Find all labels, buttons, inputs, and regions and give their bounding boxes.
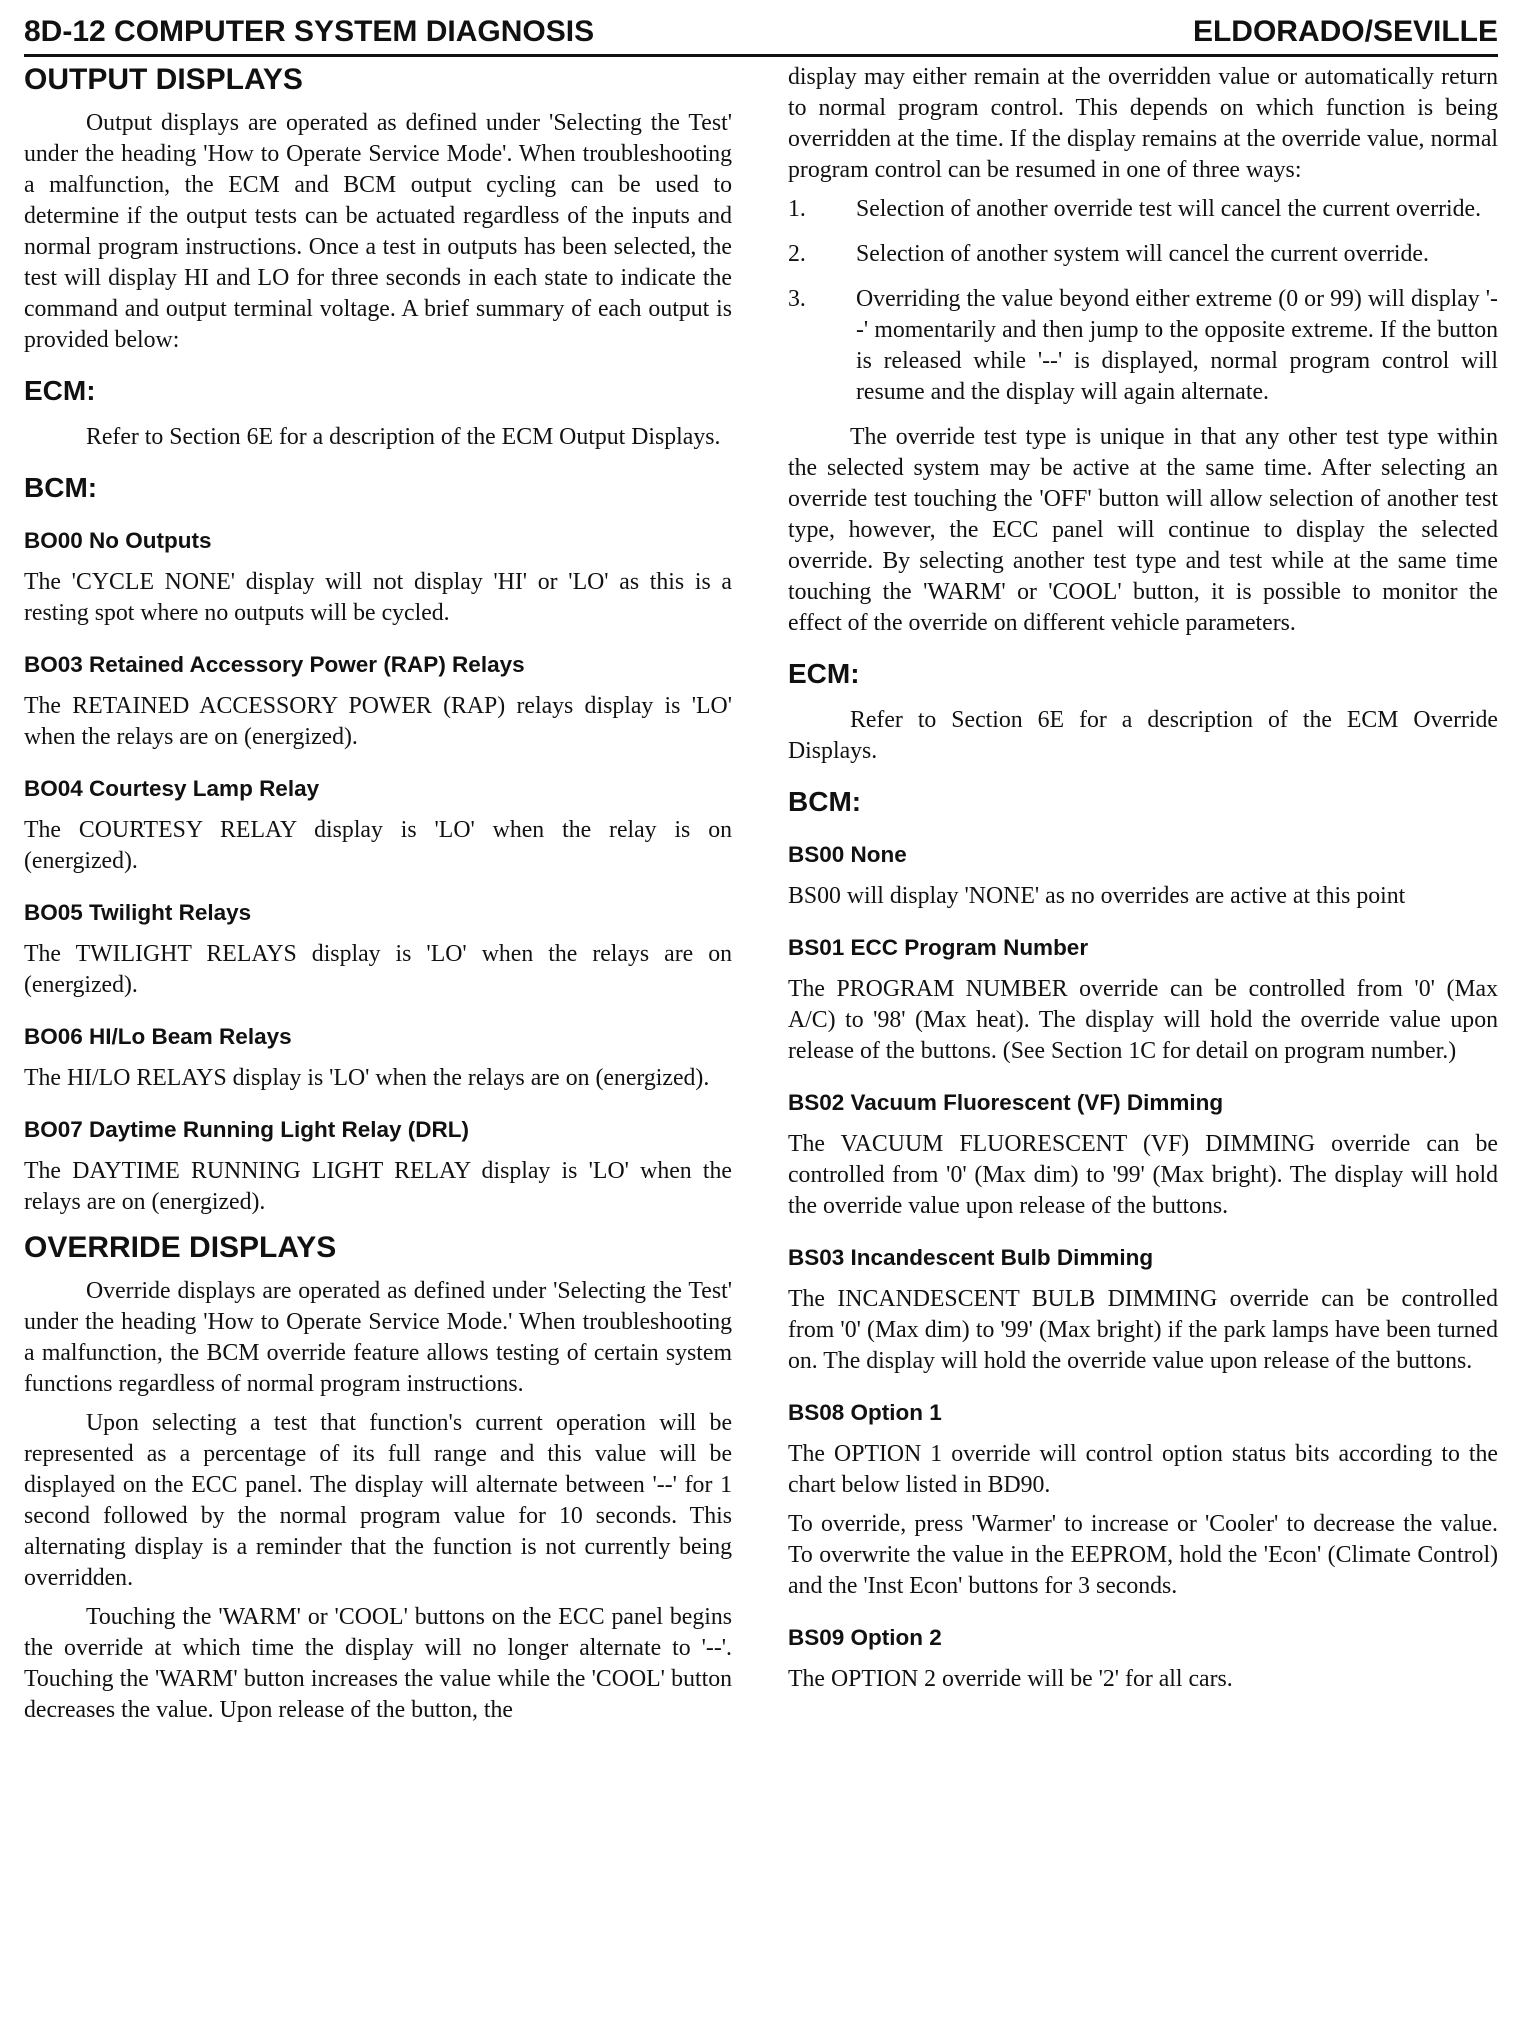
bs09-title: BS09 Option 2: [788, 1625, 942, 1650]
ecm-override-paragraph: Refer to Section 6E for a description of the ECM Override Displays.: [788, 707, 1498, 764]
bo04-paragraph: The COURTESY RELAY display is 'LO' when the relay is on (energized).: [24, 817, 732, 874]
ecm-override-heading: ECM:: [788, 658, 860, 689]
list-number: 3.: [788, 286, 806, 312]
override-type-paragraph: The override test type is unique in that any other test type within the selected system may be active at the same time. After selecting an override test touching the 'OFF' button will allow selection of another test type, however, the ECC panel will continue to display the selected override. By selecting another test type and test while at the same time touching the 'WARM' or 'COOL' button, it is possible to monitor the effect of the override on different vehicle parameters.: [788, 424, 1498, 636]
list-text: Selection of another system will cancel the current override.: [856, 241, 1429, 267]
bo05-title: BO05 Twilight Relays: [24, 900, 252, 925]
override-paragraph-3: Touching the 'WARM' or 'COOL' buttons on the ECC panel begins the override at which time the display will no longer alternate to '--'. Touching the 'WARM' button increases the value while the 'COOL' button decreases the value. Upon release of the button, the: [24, 1604, 732, 1723]
list-number: 2.: [788, 241, 806, 267]
bo04-title: BO04 Courtesy Lamp Relay: [24, 776, 320, 801]
bs01-title: BS01 ECC Program Number: [788, 935, 1089, 960]
bs00-title: BS00 None: [788, 842, 907, 867]
list-item: [788, 194, 1498, 225]
bs02-title: BS02 Vacuum Fluorescent (VF) Dimming: [788, 1090, 1224, 1115]
bs08-paragraph-2: To override, press 'Warmer' to increase or 'Cooler' to decrease the value. To overwrite the value in the EEPROM, hold the 'Econ' (Climate Control) and the 'Inst Econ' buttons for 3 seconds.: [788, 1511, 1498, 1599]
bo06-paragraph: The HI/LO RELAYS display is 'LO' when the relays are on (energized).: [24, 1065, 710, 1091]
list-text: Overriding the value beyond either extreme (0 or 99) will display '--' momentarily and then jump to the opposite extreme. If the button is released while '--' is displayed, normal program control will resume and the display will again alternate.: [856, 286, 1498, 405]
right-column: [788, 62, 1498, 2032]
output-intro-paragraph: Output displays are operated as defined under 'Selecting the Test' under the heading 'How to Operate Service Mode'. When troubleshooting a malfunction, the ECM and BCM output cycling can be used to determine if the output tests can be actuated regardless of the inputs and normal program instructions. Once a test in outputs has been selected, the test will display HI and LO for three seconds in each state to indicate the command and output terminal voltage. A brief summary of each output is provided below:: [24, 110, 732, 353]
list-item: [788, 284, 1498, 408]
bs09-paragraph: The OPTION 2 override will be '2' for all cars.: [788, 1666, 1233, 1692]
list-item: [788, 239, 1498, 270]
bs01-paragraph: The PROGRAM NUMBER override can be controlled from '0' (Max A/C) to '98' (Max heat). The display will hold the override value upon release of the buttons. (See Section 1C for detail on program number.): [788, 976, 1498, 1064]
bo03-title: BO03 Retained Accessory Power (RAP) Relays: [24, 652, 525, 677]
bs02-paragraph: The VACUUM FLUORESCENT (VF) DIMMING override can be controlled from '0' (Max dim) to '99' (Max bright). The display will hold the override value upon release of the buttons.: [788, 1131, 1498, 1219]
bo06-title: BO06 HI/Lo Beam Relays: [24, 1024, 292, 1049]
bs03-title: BS03 Incandescent Bulb Dimming: [788, 1245, 1154, 1270]
continuation-paragraph: display may either remain at the overridden value or automatically return to normal program control. This depends on which function is being overridden at the time. If the display remains at the override value, normal program control can be resumed in one of three ways:: [788, 64, 1498, 183]
bs08-paragraph-1: The OPTION 1 override will control option status bits according to the chart below listed in BD90.: [788, 1441, 1498, 1498]
override-displays-heading: OVERRIDE DISPLAYS: [24, 1231, 337, 1264]
bs08-title: BS08 Option 1: [788, 1400, 942, 1425]
header-model-title: ELDORADO/SEVILLE: [1192, 15, 1498, 48]
bo00-title: BO00 No Outputs: [24, 528, 212, 553]
bo03-paragraph: The RETAINED ACCESSORY POWER (RAP) relays display is 'LO' when the relays are on (energized).: [24, 693, 732, 750]
ecm-output-paragraph: Refer to Section 6E for a description of the ECM Output Displays.: [86, 424, 721, 450]
bcm-override-heading: BCM:: [788, 786, 862, 817]
bo05-paragraph: The TWILIGHT RELAYS display is 'LO' when the relays are on (energized).: [24, 941, 732, 998]
list-text: Selection of another override test will cancel the current override.: [856, 196, 1482, 222]
override-paragraph-1: Override displays are operated as defined under 'Selecting the Test' under the heading 'How to Operate Service Mode.' When troubleshooting a malfunction, the BCM override feature allows testing of certain system functions regardless of normal program instructions.: [24, 1278, 732, 1397]
header-section-title: 8D-12 COMPUTER SYSTEM DIAGNOSIS: [24, 15, 595, 48]
page-header: [24, 8, 1498, 57]
bo00-paragraph: The 'CYCLE NONE' display will not display 'HI' or 'LO' as this is a resting spot where no outputs will be cycled.: [24, 569, 732, 626]
resume-methods-list: [788, 194, 1498, 408]
list-number: 1.: [788, 196, 806, 222]
left-column: [24, 62, 732, 2032]
output-displays-heading: OUTPUT DISPLAYS: [24, 63, 303, 96]
override-paragraph-2: Upon selecting a test that function's current operation will be represented as a percentage of its full range and this value will be displayed on the ECC panel. The display will alternate between '--' for 1 second followed by the normal program value for 10 seconds. This alternating display is a reminder that the function is not currently being overridden.: [24, 1410, 732, 1591]
bcm-output-heading: BCM:: [24, 472, 98, 503]
bs03-paragraph: The INCANDESCENT BULB DIMMING override can be controlled from '0' (Max dim) to '99' (Max bright) if the park lamps have been turned on. The display will hold the override value upon release of the buttons.: [788, 1286, 1498, 1374]
ecm-output-heading: ECM:: [24, 375, 96, 406]
bo07-title: BO07 Daytime Running Light Relay (DRL): [24, 1117, 470, 1142]
bo07-paragraph: The DAYTIME RUNNING LIGHT RELAY display is 'LO' when the relays are on (energized).: [24, 1158, 732, 1215]
bs00-paragraph: BS00 will display 'NONE' as no overrides are active at this point: [788, 883, 1406, 909]
